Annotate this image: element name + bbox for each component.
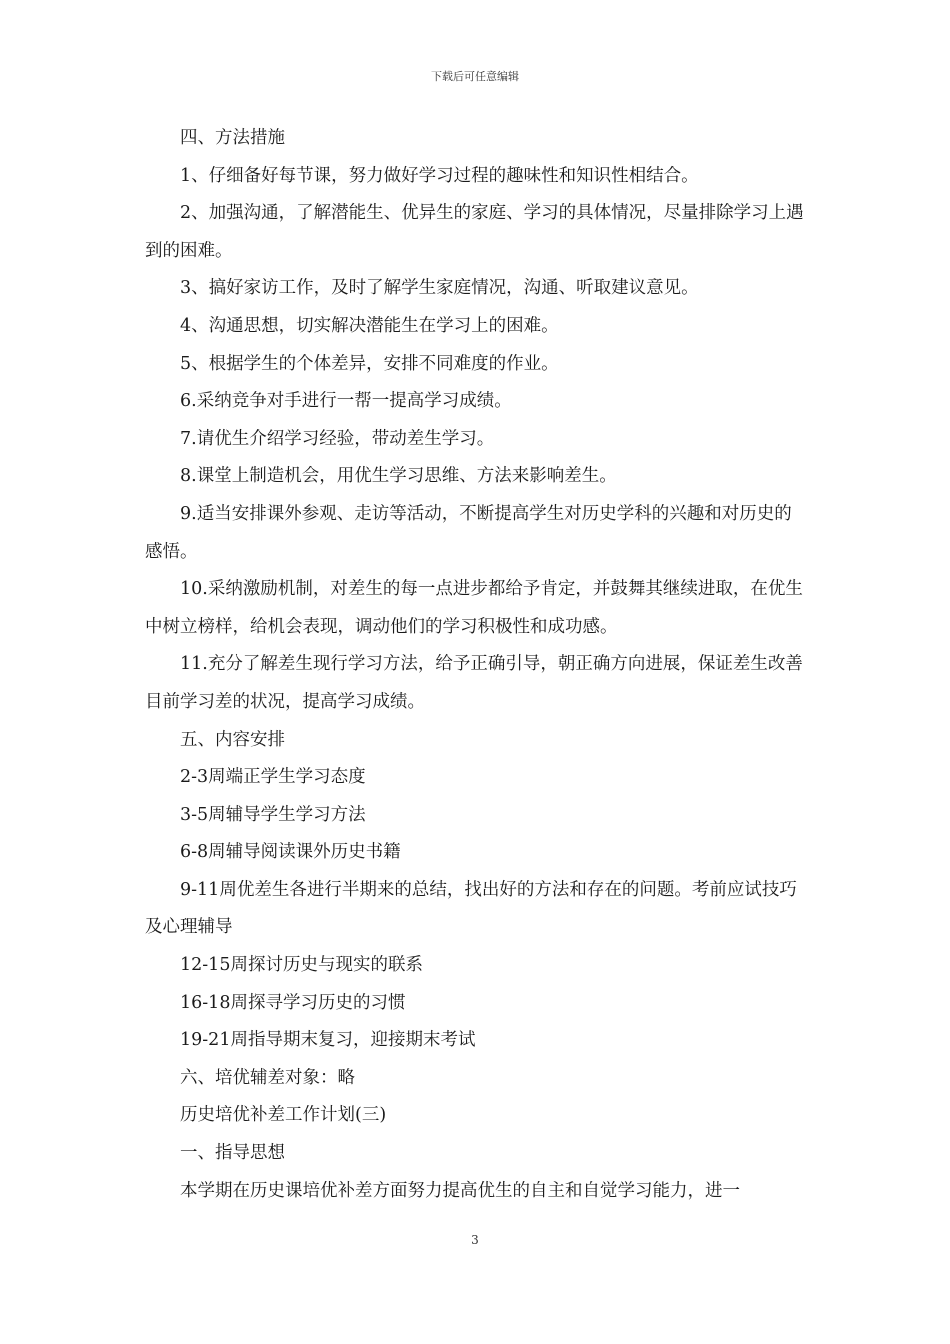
schedule-item: 3-5周辅导学生学习方法	[180, 804, 366, 825]
schedule-item: 6-8周辅导阅读课外历史书籍	[180, 842, 401, 863]
page-header-note: 下载后可任意编辑	[431, 70, 519, 83]
section-heading-targets: 六、培优辅差对象：略	[180, 1067, 355, 1088]
paragraph: 10.采纳激励机制，对差生的每一点进步都给予肯定，并鼓舞其继续进取，在优生中树立榜样，给机会表现，调动他们的学习积极性和成功感。	[145, 579, 803, 637]
page-number: 3	[471, 1233, 479, 1247]
paragraph: 8.课堂上制造机会，用优生学习思维、方法来影响差生。	[180, 466, 617, 487]
paragraph: 5、根据学生的个体差异，安排不同难度的作业。	[180, 353, 559, 374]
schedule-item: 2-3周端正学生学习态度	[180, 767, 366, 788]
paragraph: 1、仔细备好每节课，努力做好学习过程的趣味性和知识性相结合。	[180, 165, 699, 186]
paragraph: 2、加强沟通，了解潜能生、优异生的家庭、学习的具体情况，尽量排除学习上遇到的困难。	[145, 203, 804, 261]
section-heading-schedule: 五、内容安排	[180, 729, 285, 750]
schedule-item: 12-15周探讨历史与现实的联系	[180, 955, 423, 976]
paragraph: 9.适当安排课外参观、走访等活动，不断提高学生对历史学科的兴趣和对历史的感悟。	[145, 503, 792, 562]
paragraph: 11.充分了解差生现行学习方法，给予正确引导，朝正确方向进展，保证差生改善目前学习差的状况，提高学习成绩。	[145, 654, 803, 712]
document-body	[145, 120, 807, 1210]
paragraph: 4、沟通思想，切实解决潜能生在学习上的困难。	[180, 315, 559, 336]
section-heading-guiding-ideology: 一、指导思想	[180, 1143, 285, 1164]
schedule-item: 19-21周指导期末复习，迎接期末考试	[180, 1030, 476, 1051]
paragraph: 3、搞好家访工作，及时了解学生家庭情况，沟通、听取建议意见。	[180, 278, 699, 299]
section-heading-methods: 四、方法措施	[180, 128, 285, 148]
document-subtitle: 历史培优补差工作计划(三)	[180, 1105, 387, 1126]
schedule-item: 16-18周探寻学习历史的习惯	[180, 992, 406, 1013]
schedule-item: 9-11周优差生各进行半期来的总结，找出好的方法和存在的问题。考前应试技巧及心理辅导	[145, 879, 797, 938]
paragraph: 7.请优生介绍学习经验，带动差生学习。	[180, 428, 495, 449]
paragraph: 本学期在历史课培优补差方面努力提高优生的自主和自觉学习能力，进一	[180, 1180, 740, 1201]
paragraph: 6.采纳竞争对手进行一帮一提高学习成绩。	[180, 391, 512, 412]
